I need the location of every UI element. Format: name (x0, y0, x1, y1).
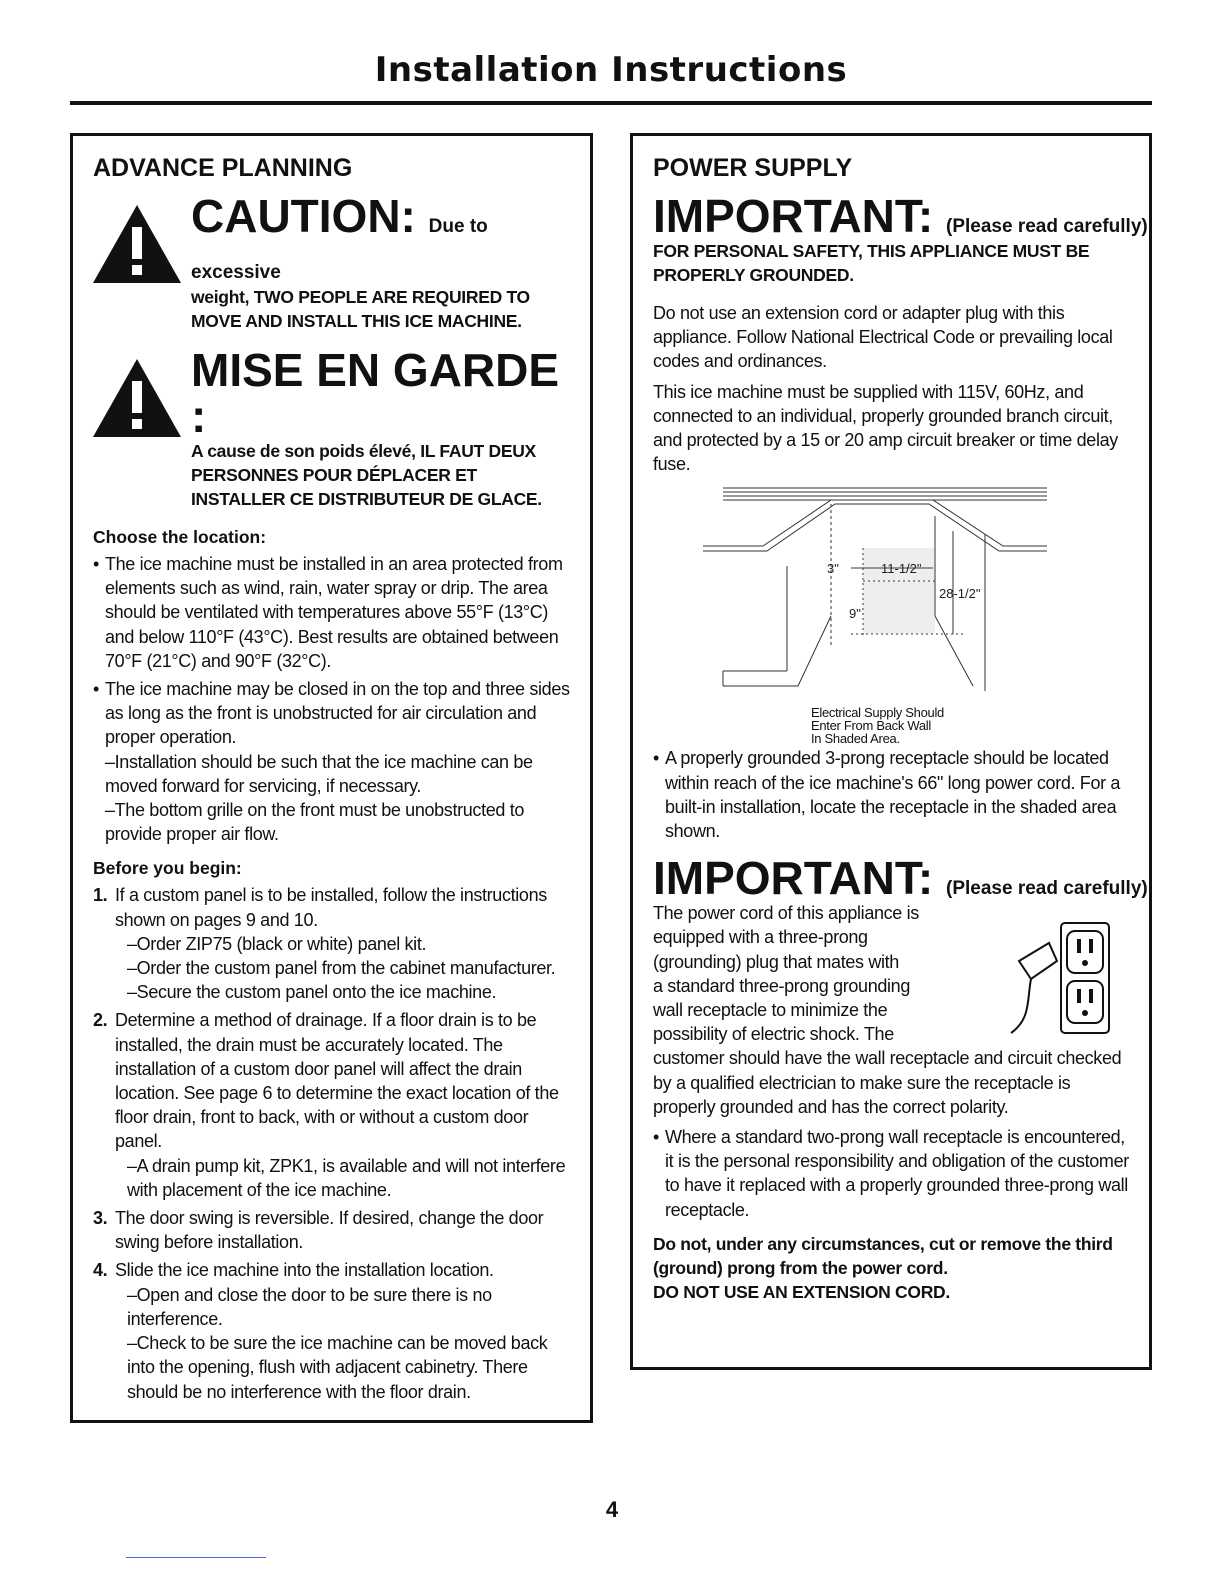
step-sub-item: –Order the custom panel from the cabinet manufacturer. (127, 958, 556, 979)
caption-line: In Shaded Area. (811, 731, 900, 747)
supply-paragraph: This ice machine must be supplied with 115V, 60Hz, and connected to an individual, properly grounded branch circuit, and protected by a 15 or 20 amp circuit breaker or time delay fuse. (653, 381, 1118, 475)
step-text: Slide the ice machine into the installation location. (115, 1260, 494, 1281)
dim-label: 11-1/2" (881, 561, 922, 577)
important-heading (653, 190, 1154, 242)
warning-triangle-icon (93, 205, 181, 283)
step-text: Determine a method of drainage. If a floor drain is to be installed, the drain must be accurately located. The installation of a custom door panel will affect the drain location. See page 6 to determine the exact location of the floor drain, front to back, with or without a custom door panel. (115, 1010, 559, 1152)
important-label: IMPORTANT: (653, 852, 934, 905)
location-bullet: • The ice machine may be closed in on the top and three sides as long as the front is unobstructed for air circulation and proper operation. (93, 677, 572, 750)
step-text: If a custom panel is to be installed, follow the instructions shown on pages 9 and 10. (115, 885, 547, 930)
caption-line: Enter From Back Wall (811, 718, 931, 734)
step-number: 1. (93, 885, 108, 906)
location-bullet: • The ice machine must be installed in an area protected from elements such as wind, rain, water spray or drip. The area should be ventilated with temperatures above 55°F (13°C) and below 110°F (43°C). Best results are obtained between 70°F (21°C) and 90°F (32°C). (93, 552, 572, 673)
diagram-caption (811, 706, 944, 745)
dim-label: 3" (827, 561, 839, 577)
location-dash-item: –The bottom grille on the front must be unobstructed to provide proper air flow. (105, 800, 524, 845)
power-cord-paragraph-rest: customer should have the wall receptacle and circuit checked by a qualified electrician to make sure the receptacle is properly grounded and has the correct polarity. (653, 1048, 1122, 1117)
cabinet-opening-drawing (703, 486, 1103, 701)
caption-line: Electrical Supply Should (811, 705, 944, 721)
numbered-step (93, 1008, 572, 1202)
dim-label: 9" (849, 606, 861, 622)
ground-prong-warning: Do not, under any circumstances, cut or remove the third (ground) prong from the power cord. (653, 1233, 1113, 1278)
numbered-step (93, 883, 572, 1004)
caution-block (93, 190, 572, 333)
receptacle-location-diagram (703, 486, 1103, 756)
title-rule (70, 101, 1152, 105)
mise-en-garde-heading: MISE EN GARDE : (191, 344, 560, 442)
plug-and-receptacle-icon (1001, 921, 1113, 1039)
step-number: 4. (93, 1260, 108, 1281)
power-cord-line: a standard three-prong grounding (653, 975, 910, 996)
dim-label: 28-1/2" (939, 586, 981, 602)
mise-en-garde-block (93, 344, 572, 511)
caution-label: CAUTION: (191, 190, 416, 242)
extension-cord-warning: DO NOT USE AN EXTENSION CORD. (653, 1281, 950, 1302)
numbered-step (93, 1258, 572, 1403)
step-sub-item: –Check to be sure the ice machine can be moved back into the opening, flush with adjacent cabinetry. There should be no interference with the floor drain. (127, 1333, 548, 1402)
extension-cord-paragraph: Do not use an extension cord or adapter plug with this appliance. Follow National Electrical Code or prevailing local codes and ordinances. (653, 303, 1113, 372)
choose-location-heading: Choose the location: (93, 527, 267, 547)
step-number: 2. (93, 1010, 108, 1031)
important-note: (Please read carefully). (946, 216, 1154, 237)
important-heading-2 (653, 852, 1154, 905)
section-heading-advance-planning: ADVANCE PLANNING (93, 154, 353, 182)
warning-triangle-icon (93, 359, 181, 437)
step-text: The door swing is reversible. If desired, change the door swing before installation. (115, 1208, 544, 1253)
location-dash-item: –Installation should be such that the ice machine can be moved forward for servicing, if necessary. (105, 751, 533, 796)
power-cord-line: possibility of electric shock. The (653, 1024, 894, 1045)
power-cord-line: The power cord of this appliance is (653, 903, 919, 924)
section-heading-power-supply: POWER SUPPLY (653, 154, 853, 182)
page-number: 4 (605, 1497, 619, 1522)
before-you-begin-list (93, 883, 572, 1403)
important-grounding-text: FOR PERSONAL SAFETY, THIS APPLIANCE MUST BE PROPERLY GROUNDED. (653, 241, 1090, 285)
important-label: IMPORTANT: (653, 190, 934, 242)
receptacle-bullet: • A properly grounded 3-prong receptacle should be located within reach of the ice machine's 66" long power cord. For a built-in installation, locate the receptacle in the shaded area shown. (653, 746, 1131, 843)
caution-text: weight, TWO PEOPLE ARE REQUIRED TO MOVE AND INSTALL THIS ICE MACHINE. (191, 287, 530, 331)
step-number: 3. (93, 1208, 108, 1229)
two-prong-bullet: • Where a standard two-prong wall receptacle is encountered, it is the personal responsibility and obligation of the customer to have it replaced with a properly grounded three-prong wall receptacle. (653, 1125, 1131, 1222)
step-sub-item: –Order ZIP75 (black or white) panel kit. (127, 933, 427, 954)
important-note: (Please read carefully). (946, 878, 1154, 900)
footer-link-line (126, 1557, 266, 1558)
caution-heading (191, 190, 572, 285)
advance-planning-panel (70, 133, 593, 1423)
before-you-begin-heading: Before you begin: (93, 858, 242, 879)
step-sub-item: –Secure the custom panel onto the ice machine. (127, 982, 497, 1003)
power-cord-section (653, 901, 1131, 1222)
power-supply-panel (630, 133, 1152, 1370)
page-title: Installation Instructions (374, 50, 848, 90)
power-cord-line: equipped with a three-prong (653, 927, 868, 948)
step-sub-item: –Open and close the door to be sure there is no interference. (127, 1284, 492, 1329)
power-cord-line: wall receptacle to minimize the (653, 1000, 888, 1021)
mise-en-garde-text: A cause de son poids élevé, IL FAUT DEUX PERSONNES POUR DÉPLACER ET INSTALLER CE DISTRIBUTEUR DE GLACE. (191, 441, 542, 509)
numbered-step (93, 1206, 572, 1254)
caution-lead: Due to excessive (191, 216, 488, 283)
power-cord-line: (grounding) plug that mates with (653, 951, 899, 972)
step-sub-item: –A drain pump kit, ZPK1, is available and will not interfere with placement of the ice machine. (127, 1155, 566, 1200)
